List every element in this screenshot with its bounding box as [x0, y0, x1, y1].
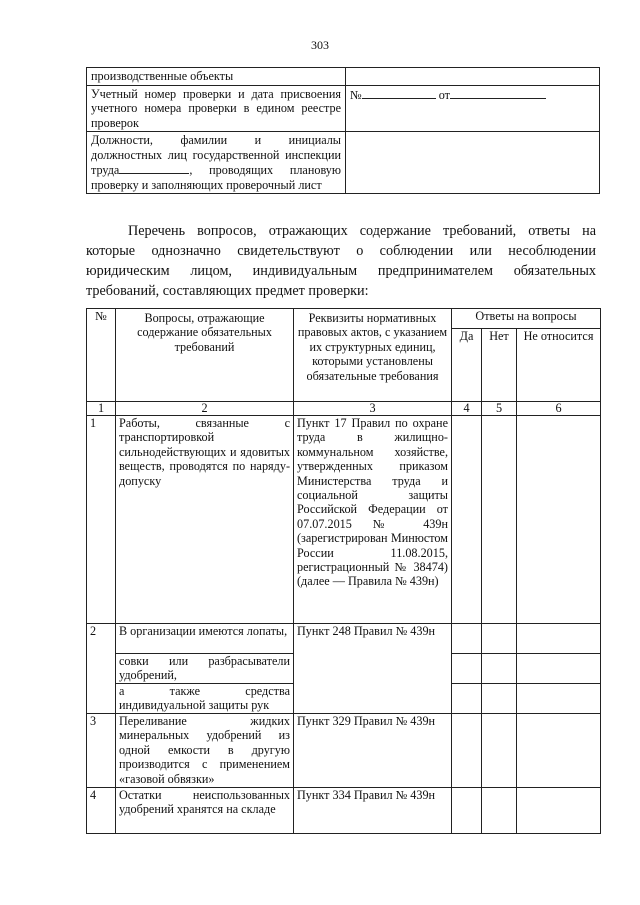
inspection-info-table	[86, 67, 600, 194]
answer-no-cell[interactable]	[482, 684, 517, 714]
header-requisites: Реквизиты нормативных правовых актов, с указанием их структурных единиц, которыми установлены обязательные требования	[294, 309, 452, 402]
row-number: 3	[87, 714, 116, 788]
date-blank[interactable]	[450, 87, 546, 99]
table-row	[87, 416, 601, 624]
requisite-cell: Пункт 17 Правил по охране труда в жилищно-коммунальном хозяйстве, утвержденных приказом Министерства труда и социальной защиты Российской Федерации от 07.07.2015 № 439н (зарегистрирован Минюстом России 11.08.2015, регистрационный № 38474) (далее — Правила № 439н)	[294, 416, 452, 624]
answer-na-cell[interactable]	[517, 714, 601, 788]
requisite-cell: Пункт 248 Правил № 439н	[294, 624, 452, 714]
col-number: 3	[294, 402, 452, 416]
header-no: Нет	[482, 329, 517, 402]
header-yes: Да	[452, 329, 482, 402]
question-cell: Переливание жидких минеральных удобрений из одной емкости в другую производится с применением «газовой обвязки»	[116, 714, 294, 788]
question-cell: а также средства индивидуальной защиты рук	[116, 684, 294, 714]
header-answers: Ответы на вопросы	[452, 309, 601, 329]
requisite-cell: Пункт 329 Правил № 439н	[294, 714, 452, 788]
answer-na-cell[interactable]	[517, 654, 601, 684]
inspectors-label-cont: проводящих плановую проверку и заполняющих проверочный лист	[91, 163, 341, 192]
intro-paragraph: Перечень вопросов, отражающих содержание требований, ответы на которые однозначно свидетельствуют о соблюдении или несоблюдении юридическим лицом, индивидуальным предпринимателем обязательных требований, составляющих предмет проверки:	[86, 223, 596, 299]
answer-na-cell[interactable]	[517, 788, 601, 834]
table-row	[87, 85, 600, 132]
answer-yes-cell[interactable]	[452, 624, 482, 654]
from-label: от	[438, 87, 450, 102]
inspectors-blank[interactable]	[119, 162, 189, 174]
answer-yes-cell[interactable]	[452, 714, 482, 788]
answer-na-cell[interactable]	[517, 416, 601, 624]
col-number: 6	[517, 402, 601, 416]
answer-no-cell[interactable]	[482, 654, 517, 684]
answer-yes-cell[interactable]	[452, 788, 482, 834]
header-question: Вопросы, отражающие содержание обязательных требований	[116, 309, 294, 402]
question-cell: В организации имеются лопаты,	[116, 624, 294, 654]
checklist-table	[86, 308, 601, 834]
table-header-row	[87, 309, 601, 329]
answer-no-cell[interactable]	[482, 714, 517, 788]
col-number: 2	[116, 402, 294, 416]
header-num: №	[87, 309, 116, 402]
answer-na-cell[interactable]	[517, 624, 601, 654]
column-numbers-row	[87, 402, 601, 416]
table-row	[87, 788, 601, 834]
info-value	[346, 132, 600, 194]
registry-number-field[interactable]	[346, 85, 600, 132]
answer-na-cell[interactable]	[517, 684, 601, 714]
col-number: 5	[482, 402, 517, 416]
row-number: 2	[87, 624, 116, 714]
table-row	[87, 624, 601, 654]
row-number: 1	[87, 416, 116, 624]
info-label: производственные объекты	[87, 68, 346, 86]
question-cell: Остатки неиспользованных удобрений хранятся на складе	[116, 788, 294, 834]
info-label	[87, 132, 346, 194]
answer-yes-cell[interactable]	[452, 684, 482, 714]
answer-yes-cell[interactable]	[452, 654, 482, 684]
answer-no-cell[interactable]	[482, 624, 517, 654]
header-na: Не относится	[517, 329, 601, 402]
number-blank[interactable]	[362, 87, 436, 99]
page-number: 303	[311, 38, 329, 52]
col-number: 1	[87, 402, 116, 416]
requisite-cell: Пункт 334 Правил № 439н	[294, 788, 452, 834]
number-sign: №	[350, 87, 362, 102]
table-row	[87, 68, 600, 86]
answer-no-cell[interactable]	[482, 416, 517, 624]
row-number: 4	[87, 788, 116, 834]
answer-yes-cell[interactable]	[452, 416, 482, 624]
comma: ,	[189, 163, 193, 177]
table-row	[87, 132, 600, 194]
col-number: 4	[452, 402, 482, 416]
question-cell: совки или разбрасыватели удобрений,	[116, 654, 294, 684]
table-row	[87, 714, 601, 788]
info-label: Учетный номер проверки и дата присвоения учетного номера проверки в едином реестре проверок	[87, 85, 346, 132]
question-cell: Работы, связанные с транспортировкой сильнодействующих и ядовитых веществ, проводятся по наряду-допуску	[116, 416, 294, 624]
inspectors-label: Должности, фамилии и инициалы должностных лиц государственной инспекции труда	[91, 133, 341, 177]
info-value	[346, 68, 600, 86]
answer-no-cell[interactable]	[482, 788, 517, 834]
